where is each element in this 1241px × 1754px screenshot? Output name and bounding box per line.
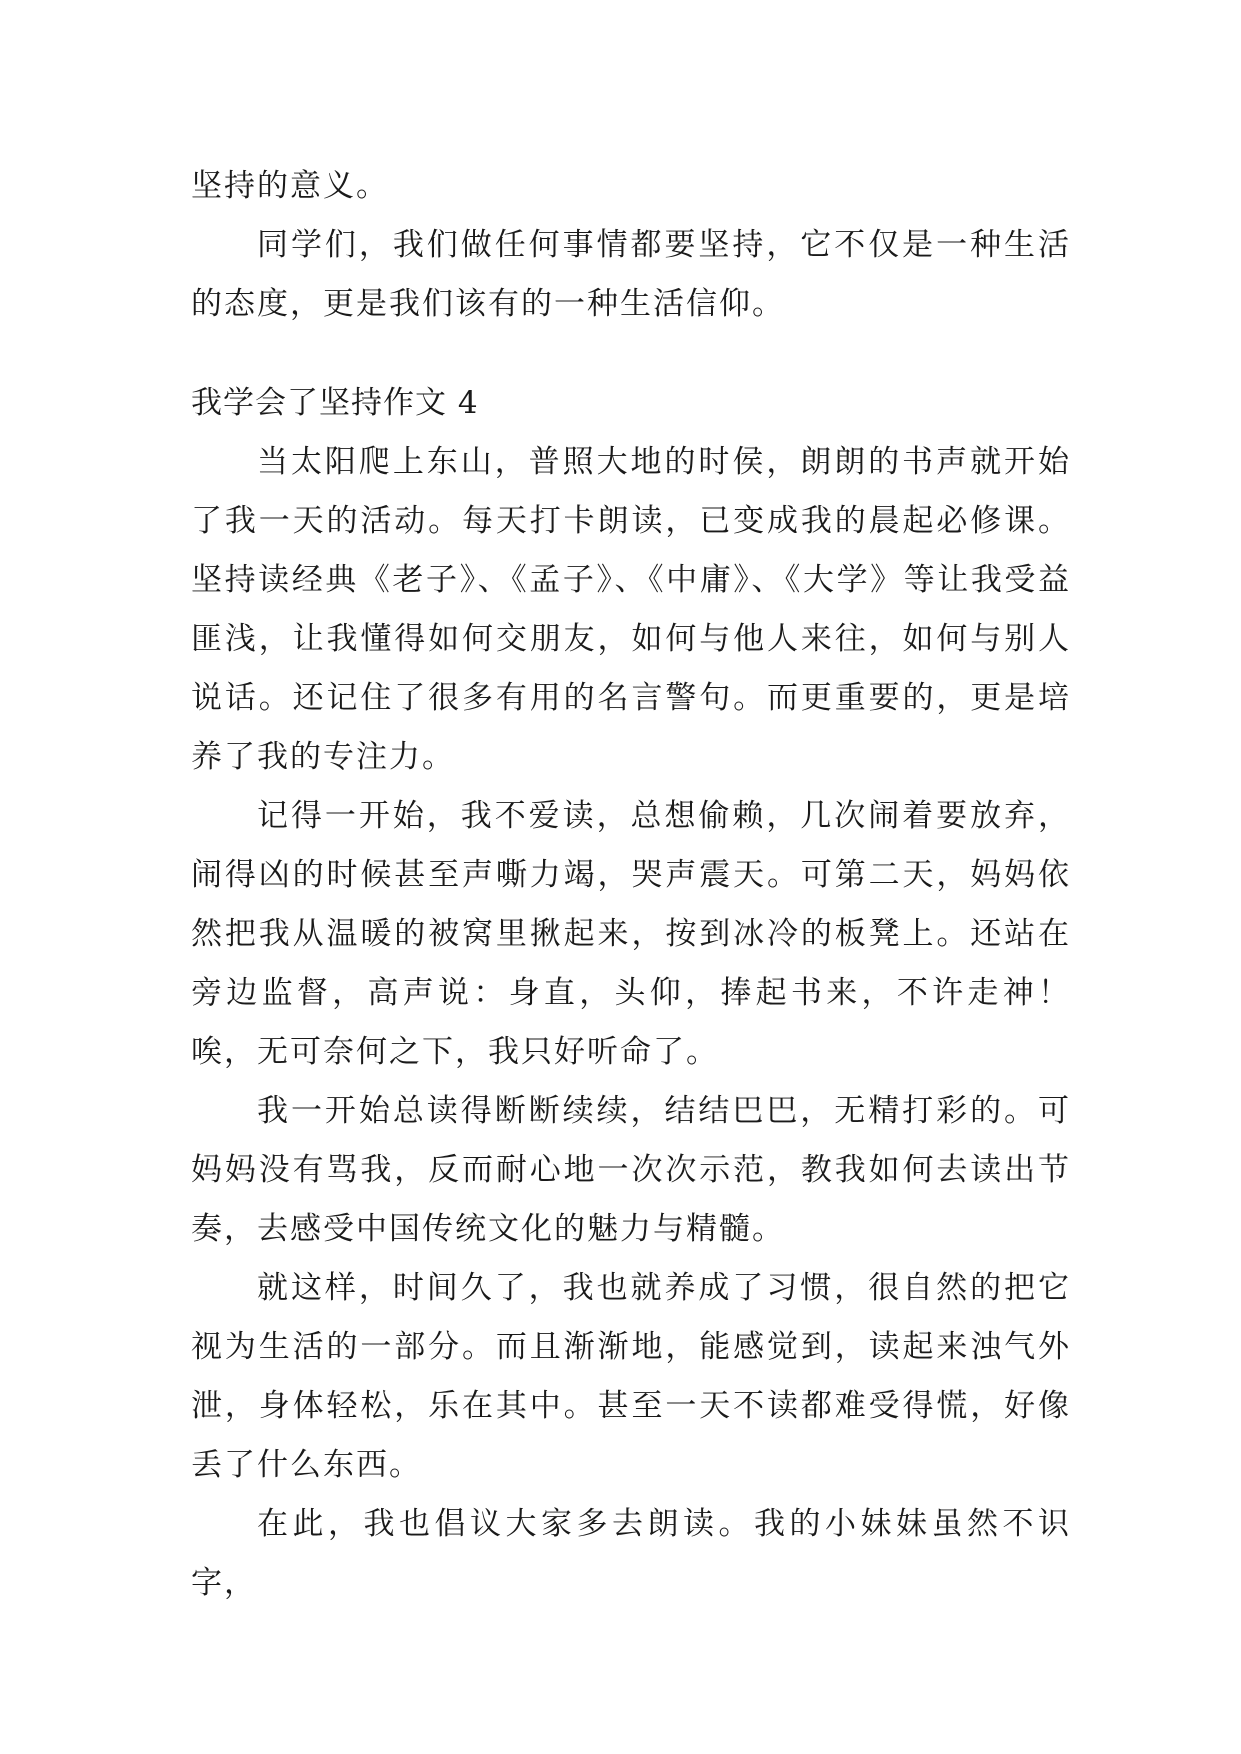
paragraph-practice: 我一开始总读得断断续续，结结巴巴，无精打彩的。可妈妈没有骂我，反而耐心地一次次示范，教我如何去读出节奏，去感受中国传统文化的魅力与精髓。 bbox=[191, 1093, 1071, 1247]
paragraph-memory: 记得一开始，我不爱读，总想偷赖，几次闹着要放弃，闹得凶的时候甚至声嘶力竭，哭声震天。可第二天，妈妈依然把我从温暖的被窝里揪起来，按到冰冷的板凳上。还站在旁边监督，高声说：身直，头仰，捧起书来，不许走神！唉，无可奈何之下，我只好听命了。 bbox=[191, 798, 1071, 1070]
paragraph-conclusion: 同学们，我们做任何事情都要坚持，它不仅是一种生活的态度，更是我们该有的一种生活信仰。 bbox=[191, 227, 1071, 322]
essay-heading: 我学会了坚持作文 4 bbox=[191, 385, 479, 421]
paragraph-intro: 当太阳爬上东山，普照大地的时侯，朗朗的书声就开始了我一天的活动。每天打卡朗读，已变成我的晨起必修课。坚持读经典《老子》、《孟子》、《中庸》、《大学》等让我受益匪浅，让我懂得如何交朋友，如何与他人来往，如何与别人说话。还记住了很多有用的名言警句。而更重要的，更是培养了我的专注力。 bbox=[191, 444, 1071, 775]
paragraph-continuation: 坚持的意义。 bbox=[191, 168, 389, 204]
document-body bbox=[191, 157, 1071, 1613]
section-gap bbox=[191, 334, 1071, 374]
paragraph-proposal: 在此，我也倡议大家多去朗读。我的小妹妹虽然不识字， bbox=[191, 1506, 1071, 1601]
paragraph-habit: 就这样，时间久了，我也就养成了习惯，很自然的把它视为生活的一部分。而且渐渐地，能感觉到，读起来浊气外泄，身体轻松，乐在其中。甚至一天不读都难受得慌，好像丢了什么东西。 bbox=[191, 1270, 1071, 1483]
